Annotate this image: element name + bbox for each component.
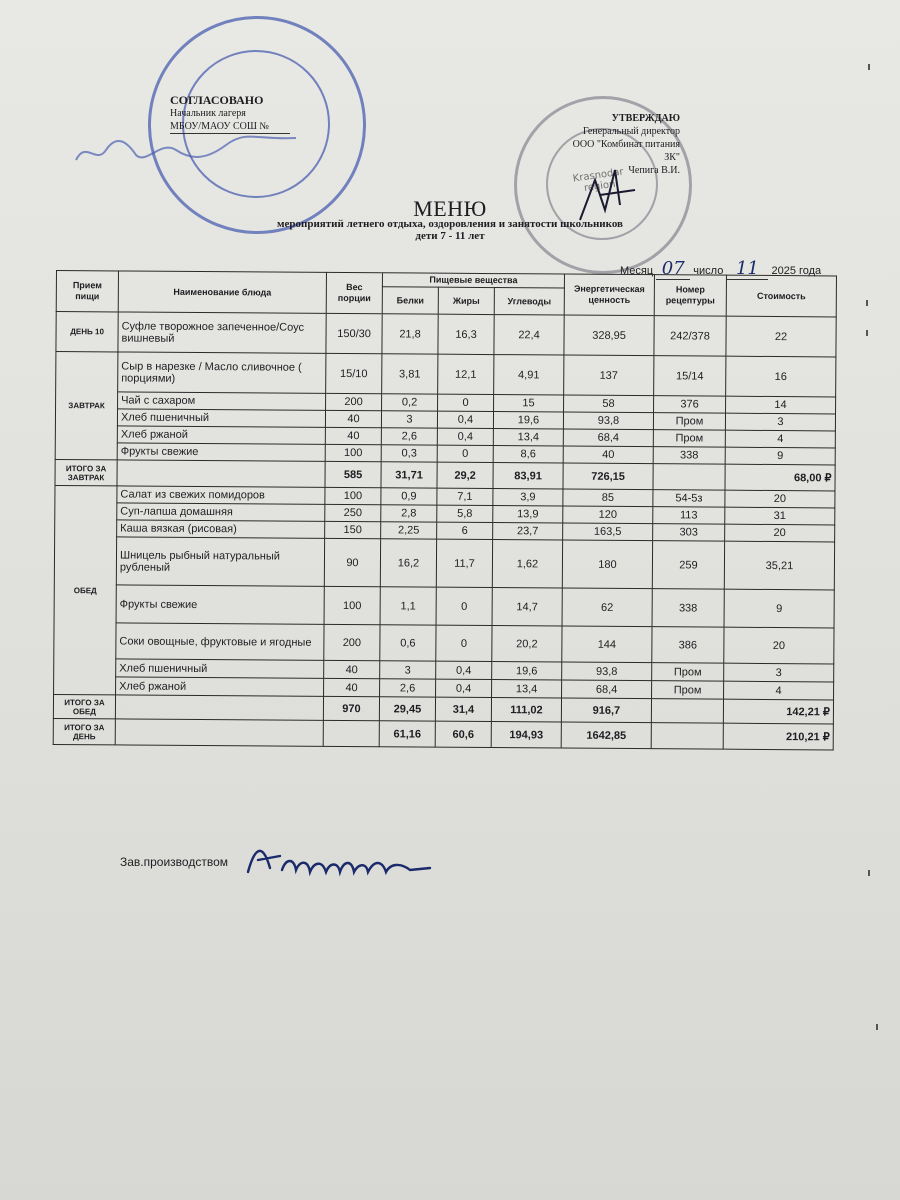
dish-name: Хлеб пшеничный	[116, 659, 324, 678]
cost-cell: 9	[724, 589, 834, 628]
carbs-total: 83,91	[493, 463, 563, 489]
energy-total: 726,15	[563, 463, 653, 490]
subtitle-line2: дети 7 - 11 лет	[415, 230, 485, 242]
fat-cell: 11,7	[436, 539, 492, 587]
menu-title: МЕНЮ	[413, 196, 487, 221]
recipe-cell: Пром	[652, 681, 724, 700]
energy-cell: 137	[564, 355, 654, 396]
cost-total: 142,21 ₽	[723, 699, 833, 724]
scan-mark	[866, 300, 868, 306]
weight-cell: 150	[325, 521, 381, 538]
weight-cell: 40	[325, 410, 381, 427]
year-text: 2025 года	[771, 265, 822, 277]
energy-total: 916,7	[561, 698, 651, 723]
protein-cell: 2,8	[381, 505, 437, 522]
empty-cell	[117, 460, 325, 487]
left-signature-scribble	[66, 120, 306, 180]
breakfast-row	[56, 352, 836, 397]
recipe-cell: 386	[652, 627, 724, 664]
energy-cell: 68,4	[563, 429, 653, 447]
carbs-total: 111,02	[491, 698, 561, 722]
empty-cell	[653, 464, 725, 491]
day-total-label: ИТОГО ЗА ДЕНЬ	[53, 718, 115, 744]
lunch-label: ОБЕД	[54, 485, 117, 694]
scan-mark	[876, 1024, 878, 1030]
header-dish: Наименование блюда	[118, 271, 326, 313]
energy-cell: 120	[563, 506, 653, 524]
header-carbs: Углеводы	[494, 288, 564, 315]
signature-label: Зав.производством	[120, 855, 228, 869]
right-stamp-text: Krasnodar region	[572, 166, 625, 195]
day-row	[56, 312, 836, 357]
cost-cell: 20	[724, 627, 834, 664]
dish-name: Хлеб ржаной	[117, 426, 325, 444]
protein-cell: 0,3	[381, 445, 437, 462]
cost-cell: 14	[726, 396, 836, 414]
header-cost: Стоимость	[726, 275, 836, 317]
carbs-cell: 3,9	[493, 489, 563, 506]
header-fat: Жиры	[438, 287, 494, 314]
header-recipe: Номер рецептуры	[654, 275, 726, 317]
weight-cell: 200	[324, 624, 380, 660]
protein-cell: 1,1	[380, 587, 436, 625]
month-label: Месяц	[620, 265, 654, 277]
weight-cell: 40	[324, 678, 380, 696]
fat-cell: 0	[436, 587, 492, 625]
weight-cell: 200	[326, 393, 382, 410]
lunch-row	[54, 536, 834, 589]
dish-name: Фрукты свежие	[116, 585, 324, 624]
dish-name: Фрукты свежие	[117, 443, 325, 461]
recipe-cell: 113	[653, 507, 725, 525]
recipe-cell: 259	[652, 541, 724, 590]
energy-cell: 85	[563, 489, 653, 507]
fat-cell: 5,8	[437, 505, 493, 522]
dish-name: Шницель рыбный натуральный рубленый	[116, 537, 324, 586]
month-value: 07	[661, 258, 685, 279]
fat-cell: 0,4	[436, 679, 492, 697]
carbs-cell: 13,9	[493, 506, 563, 523]
recipe-cell: 15/14	[654, 356, 726, 397]
recipe-cell: 242/378	[654, 316, 726, 357]
fat-cell: 6	[437, 522, 493, 539]
protein-total: 31,71	[381, 462, 437, 488]
scan-mark	[868, 870, 870, 876]
carbs-total: 194,93	[491, 722, 561, 748]
protein-cell: 16,2	[380, 539, 436, 587]
approval-right-line3: Чепига В.И.	[628, 165, 680, 176]
dish-name: Суфле творожное запеченное/Соус вишневый	[118, 312, 326, 353]
fat-total: 31,4	[435, 697, 491, 721]
cost-cell: 3	[724, 663, 834, 682]
empty-cell	[323, 720, 379, 746]
weight-cell: 90	[324, 538, 380, 586]
approval-right-heading: УТВЕРЖДАЮ	[611, 113, 680, 124]
cost-cell: 9	[725, 447, 835, 465]
carbs-cell: 19,6	[492, 662, 562, 680]
recipe-cell: Пром	[653, 413, 725, 431]
protein-cell: 0,2	[382, 394, 438, 411]
fat-cell: 0,4	[436, 661, 492, 679]
recipe-cell: 338	[653, 447, 725, 465]
energy-total: 1642,85	[561, 722, 651, 749]
menu-subtitle	[240, 218, 660, 242]
lunch-total-label: ИТОГО ЗА ОБЕД	[53, 694, 115, 718]
carbs-cell: 4,91	[494, 355, 564, 395]
lunch-row	[54, 584, 834, 627]
protein-cell: 2,6	[381, 428, 437, 445]
empty-cell	[651, 723, 723, 750]
cost-cell: 20	[725, 524, 835, 542]
lunch-row	[54, 622, 834, 663]
energy-cell: 58	[564, 395, 654, 413]
dish-name: Сыр в нарезке / Масло сливочное ( порциями)	[118, 352, 326, 393]
energy-cell: 180	[562, 540, 652, 589]
recipe-cell: 376	[654, 396, 726, 414]
header-nutrients: Пищевые вещества	[382, 273, 564, 288]
dish-name: Салат из свежих помидоров	[117, 486, 325, 504]
carbs-cell: 22,4	[494, 315, 564, 355]
protein-cell: 21,8	[382, 314, 438, 354]
protein-total: 29,45	[379, 697, 435, 721]
carbs-cell: 13,4	[492, 680, 562, 698]
fat-cell: 0	[438, 394, 494, 411]
energy-cell: 40	[563, 446, 653, 464]
cost-cell: 16	[726, 356, 836, 397]
dish-name: Хлеб ржаной	[116, 677, 324, 696]
breakfast-label: ЗАВТРАК	[55, 352, 118, 460]
carbs-cell: 13,4	[493, 429, 563, 446]
menu-table	[53, 270, 837, 750]
weight-cell: 100	[324, 586, 380, 624]
empty-cell	[115, 719, 323, 746]
header-weight: Вес порции	[326, 272, 382, 313]
dish-name: Соки овощные, фруктовые и ягодные	[116, 623, 324, 660]
protein-cell: 2,25	[381, 522, 437, 539]
fat-cell: 0,4	[437, 428, 493, 445]
carbs-cell: 23,7	[493, 523, 563, 540]
cost-cell: 35,21	[724, 541, 834, 590]
day-total-row	[53, 718, 833, 749]
weight-cell: 40	[325, 427, 381, 444]
weight-cell: 250	[325, 504, 381, 521]
fat-cell: 0,4	[437, 411, 493, 428]
empty-cell	[115, 695, 323, 720]
approval-right-line1: Генеральный директор	[582, 126, 680, 137]
header-meal: Прием пищи	[56, 271, 118, 312]
cost-cell: 3	[725, 413, 835, 431]
weight-cell: 100	[325, 444, 381, 461]
fat-total: 29,2	[437, 462, 493, 488]
cost-total: 210,21 ₽	[723, 723, 833, 750]
carbs-cell: 15	[494, 395, 564, 412]
carbs-cell: 8,6	[493, 446, 563, 463]
carbs-cell: 14,7	[492, 588, 562, 626]
energy-cell: 93,8	[563, 412, 653, 430]
subtitle-line1: мероприятий летнего отдыха, оздоровления и занятости школьников	[277, 218, 623, 230]
protein-cell: 3	[381, 411, 437, 428]
energy-cell: 68,4	[562, 680, 652, 699]
protein-cell: 3,81	[382, 354, 438, 394]
signature-block	[120, 855, 228, 869]
cost-cell: 20	[725, 490, 835, 508]
weight-cell: 40	[324, 660, 380, 678]
fat-cell: 16,3	[438, 314, 494, 354]
protein-cell: 0,9	[381, 488, 437, 505]
day-label: число	[693, 265, 724, 277]
energy-cell: 144	[562, 626, 652, 663]
scan-mark	[868, 64, 870, 70]
carbs-cell: 20,2	[492, 626, 562, 662]
day-label: ДЕНЬ 10	[56, 312, 118, 352]
header-energy: Энергетическая ценность	[564, 274, 654, 316]
energy-cell: 62	[562, 588, 652, 627]
weight-cell: 150/30	[326, 313, 382, 353]
energy-cell: 328,95	[564, 315, 654, 356]
recipe-cell: 303	[653, 524, 725, 542]
dish-name: Каша вязкая (рисовая)	[117, 520, 325, 538]
breakfast-total-label: ИТОГО ЗА ЗАВТРАК	[55, 459, 117, 485]
recipe-cell: 54-5з	[653, 490, 725, 508]
recipe-cell: Пром	[652, 663, 724, 682]
fat-cell: 7,1	[437, 488, 493, 505]
scan-mark	[866, 330, 868, 336]
protein-cell: 2,6	[380, 679, 436, 697]
cost-cell: 4	[724, 681, 834, 700]
carbs-cell: 19,6	[493, 412, 563, 429]
energy-cell: 93,8	[562, 662, 652, 681]
fat-cell: 0	[437, 445, 493, 462]
protein-total: 61,16	[379, 721, 435, 747]
handwritten-signature	[240, 830, 440, 890]
fat-total: 60,6	[435, 721, 491, 747]
day-value: 11	[735, 258, 759, 279]
recipe-cell: 338	[652, 589, 724, 628]
approval-left-heading: СОГЛАСОВАНО	[170, 93, 264, 107]
weight-total: 585	[325, 461, 381, 487]
carbs-cell: 1,62	[492, 540, 562, 588]
cost-cell: 31	[725, 507, 835, 525]
approval-left-line2: МБОУ/МАОУ СОШ №	[170, 120, 290, 134]
weight-cell: 15/10	[326, 353, 382, 393]
header-protein: Белки	[382, 287, 438, 314]
weight-total: 970	[323, 696, 379, 720]
cost-cell: 4	[725, 430, 835, 448]
fat-cell: 0	[436, 625, 492, 661]
dish-name: Хлеб пшеничный	[117, 409, 325, 427]
cost-cell: 22	[726, 316, 836, 357]
weight-cell: 100	[325, 487, 381, 504]
recipe-cell: Пром	[653, 430, 725, 448]
approval-left-line1: Начальник лагеря	[170, 108, 246, 119]
protein-cell: 0,6	[380, 625, 436, 661]
empty-cell	[651, 699, 723, 724]
cost-total: 68,00 ₽	[725, 464, 835, 491]
energy-cell: 163,5	[563, 523, 653, 541]
dish-name: Суп-лапша домашняя	[117, 503, 325, 521]
fat-cell: 12,1	[438, 354, 494, 394]
protein-cell: 3	[380, 661, 436, 679]
dish-name: Чай с сахаром	[118, 392, 326, 410]
approval-right-line2: ООО "Комбинат питания ЗК"	[572, 139, 680, 163]
